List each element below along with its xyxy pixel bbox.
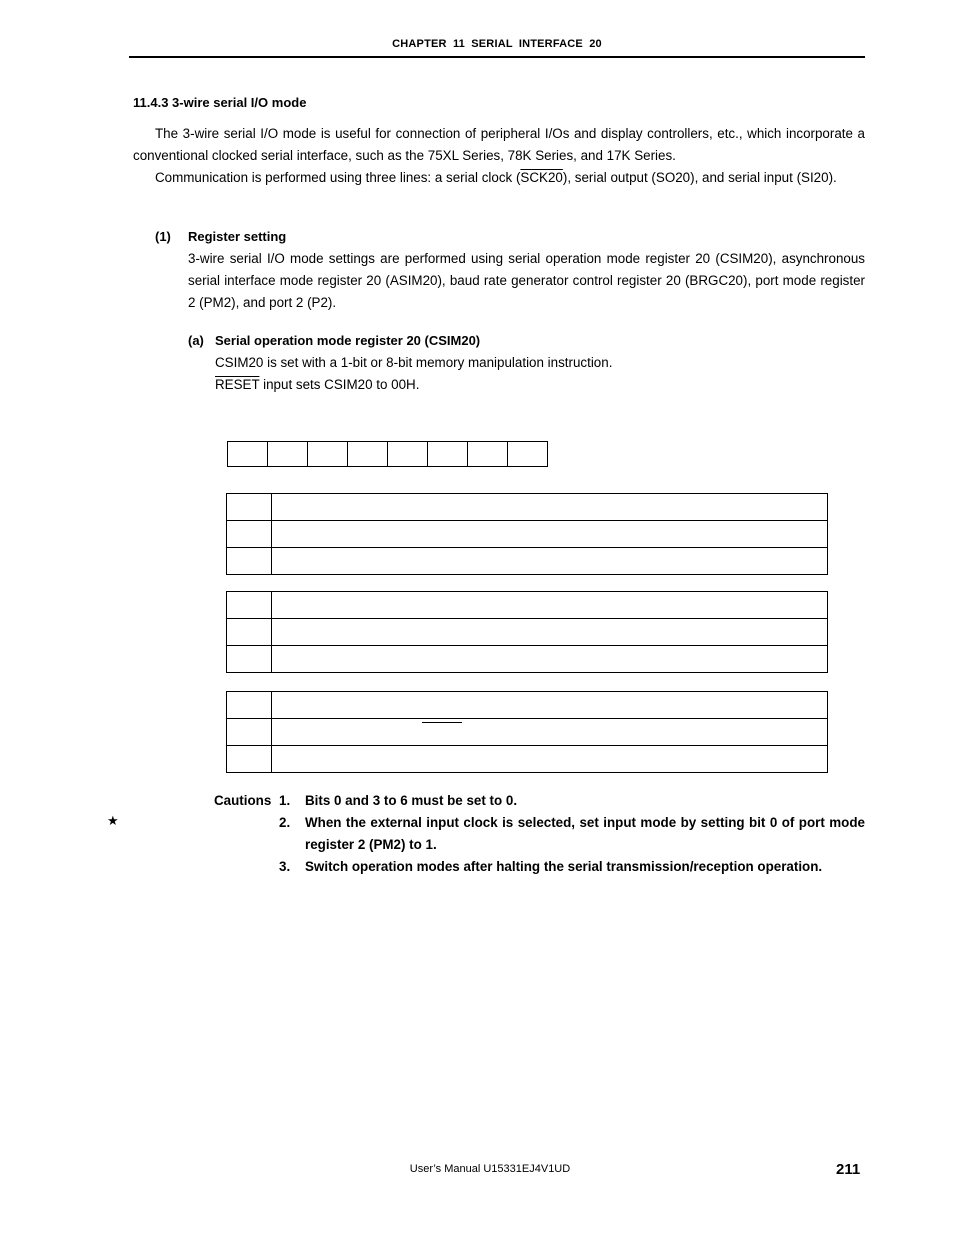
intro-p2-part-b: ), serial output (SO20), and serial input (SI20).	[562, 170, 837, 185]
bit-setting-table-3	[226, 691, 828, 773]
table-cell	[272, 548, 827, 574]
table-cell	[227, 619, 272, 645]
caution-2-number: 2.	[279, 815, 291, 830]
star-icon: ★	[107, 813, 119, 828]
item-a-title: Serial operation mode register 20 (CSIM20)	[215, 333, 481, 348]
item-a-line-2-rest: input sets CSIM20 to 00H.	[259, 377, 420, 392]
header-rule	[129, 56, 865, 58]
caution-1-number: 1.	[279, 793, 291, 808]
intro-paragraph-2	[133, 167, 865, 189]
bit-setting-table-1	[226, 493, 828, 575]
table-row	[227, 548, 827, 574]
table-cell	[272, 494, 827, 520]
table-cell	[227, 548, 272, 574]
table-cell	[227, 521, 272, 547]
item-a-line-2	[215, 374, 865, 396]
bit-cell	[228, 442, 268, 466]
item-a-text	[215, 352, 865, 396]
bit-cell	[268, 442, 308, 466]
intro-p2-part-a: Communication is performed using three lines: a serial clock (	[155, 170, 521, 185]
register-bit-format	[227, 441, 548, 467]
table-row	[227, 692, 827, 719]
table-cell	[272, 592, 827, 618]
caution-2-text: When the external input clock is selected, set input mode by setting bit 0 of port mode register 2 (PM2) to 1.	[305, 815, 865, 852]
table-row	[227, 521, 827, 548]
item-1-text: 3-wire serial I/O mode settings are performed using serial operation mode register 20 (CSIM20), asynchronous serial interface mode register 20 (ASIM20), baud rate generator control register 20 (BRGC20), port mode register 2 (PM2), and port 2 (P2).	[188, 251, 865, 310]
caution-3-number: 3.	[279, 859, 291, 874]
sck20-signal: SCK20	[520, 170, 563, 185]
item-1-title: Register setting	[188, 229, 287, 244]
table-row	[227, 746, 827, 772]
table-cell	[272, 692, 827, 718]
table-cell	[272, 646, 827, 672]
bit-setting-table-2	[226, 591, 828, 673]
table-cell	[227, 719, 272, 745]
table-cell	[227, 692, 272, 718]
item-a-line-1: CSIM20 is set with a 1-bit or 8-bit memory manipulation instruction.	[215, 355, 613, 370]
section-title: 11.4.3 3-wire serial I/O mode	[133, 95, 307, 110]
item-1-number: (1)	[155, 229, 171, 244]
bit-cell	[348, 442, 388, 466]
table-row	[227, 494, 827, 521]
bit-cell	[388, 442, 428, 466]
table-cell	[272, 719, 827, 745]
reset-signal: RESET	[215, 377, 260, 392]
overline-mark	[422, 722, 462, 723]
table-row	[227, 646, 827, 672]
footer-manual: User’s Manual U15331EJ4V1UD	[409, 1163, 571, 1175]
caution-1-text: Bits 0 and 3 to 6 must be set to 0.	[305, 793, 518, 808]
table-row	[227, 619, 827, 646]
table-cell	[227, 646, 272, 672]
bit-cell	[508, 442, 547, 466]
caution-3-text: Switch operation modes after halting the serial transmission/reception operation.	[305, 859, 823, 874]
cautions-label: Cautions	[214, 793, 272, 808]
table-cell	[227, 746, 272, 772]
table-row	[227, 719, 827, 746]
table-cell	[227, 592, 272, 618]
page-number: 211	[836, 1161, 861, 1178]
table-cell	[227, 494, 272, 520]
table-cell	[272, 619, 827, 645]
table-cell	[272, 521, 827, 547]
table-cell	[272, 746, 827, 772]
bit-cell	[468, 442, 508, 466]
chapter-header: CHAPTER 11 SERIAL INTERFACE 20	[392, 38, 602, 50]
intro-paragraph-1: The 3-wire serial I/O mode is useful for connection of peripheral I/Os and display controllers, etc., which incorporate a conventional clocked serial interface, such as the 75XL Series, 78K Series, and 17K Series.	[133, 126, 865, 163]
bit-cell	[308, 442, 348, 466]
item-a-number: (a)	[188, 333, 204, 348]
table-row	[227, 592, 827, 619]
bit-cell	[428, 442, 468, 466]
